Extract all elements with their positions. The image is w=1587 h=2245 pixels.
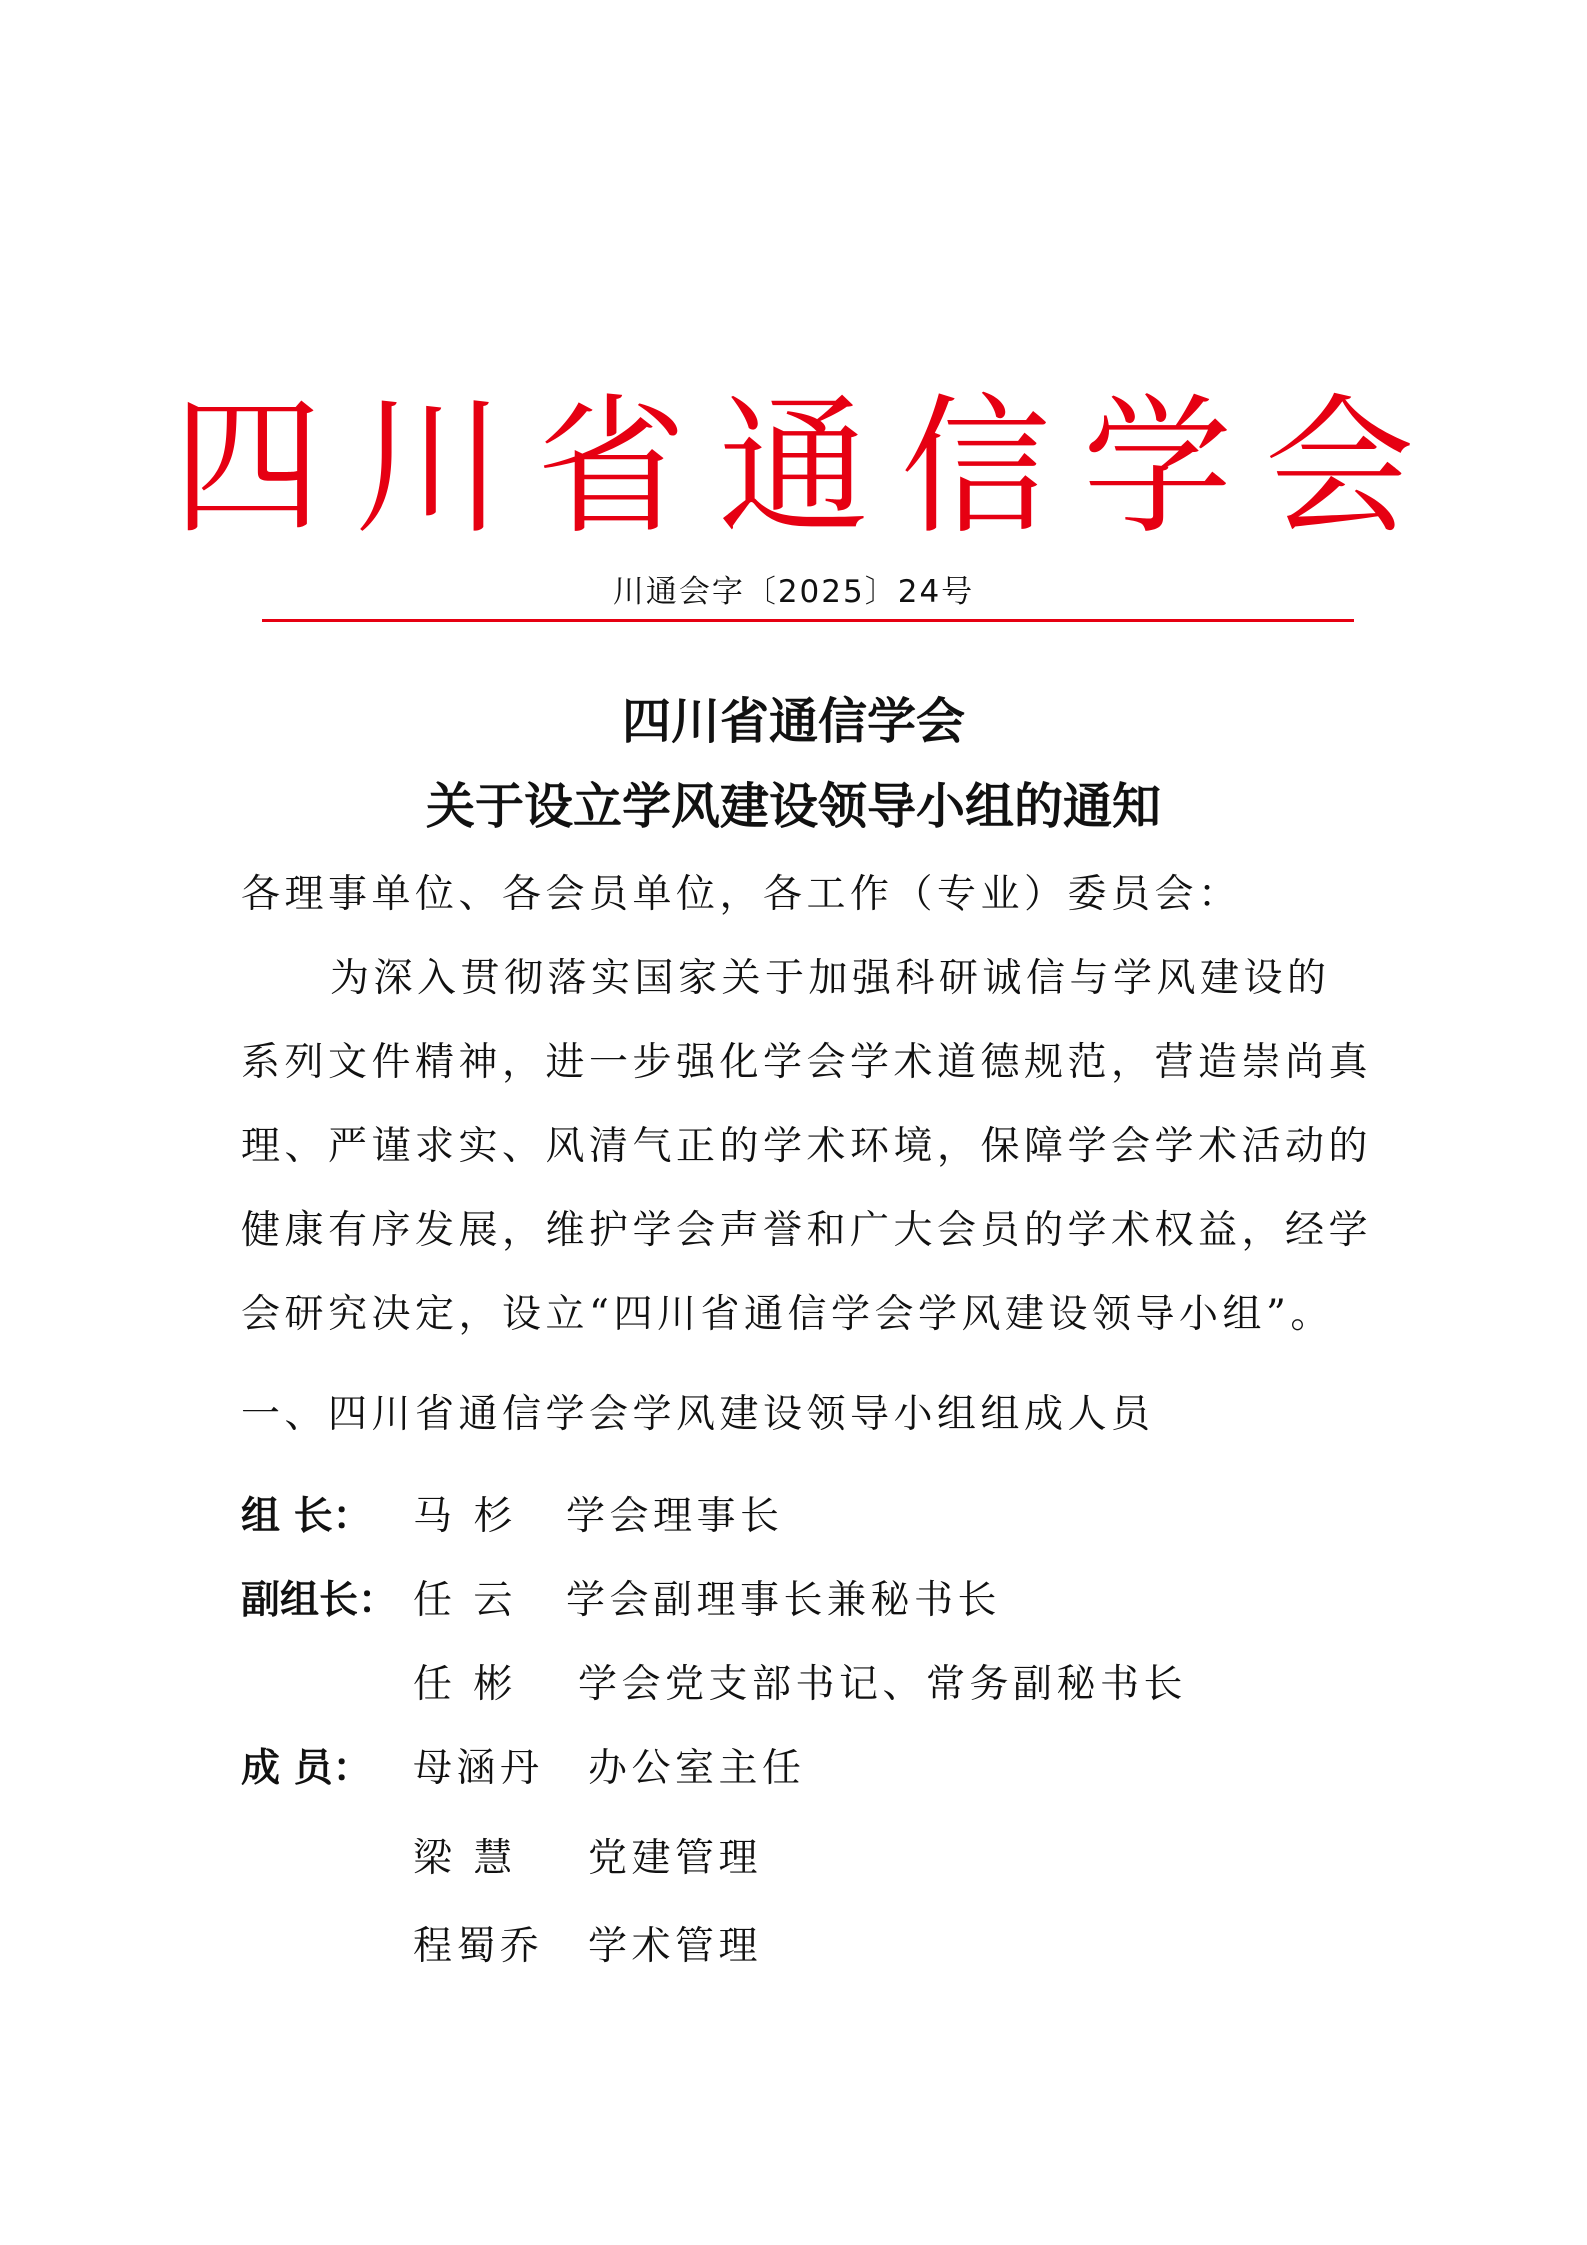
paragraph-line: 系列文件精神，进一步强化学会学术道德规范，营造崇尚真	[241, 1040, 1373, 1085]
member-title: 党建管理	[588, 1836, 763, 1881]
section-heading: 一、四川省通信学会学风建设领导小组组成人员	[241, 1392, 1155, 1437]
member-name: 任 云	[413, 1578, 517, 1623]
paragraph-line: 理、严谨求实、风清气正的学术环境，保障学会学术活动的	[241, 1124, 1373, 1169]
letterhead-divider	[262, 619, 1354, 622]
document-title-line-2: 关于设立学风建设领导小组的通知	[425, 778, 1161, 835]
member-name: 程蜀乔	[413, 1924, 544, 1969]
document-title-line-1: 四川省通信学会	[621, 693, 965, 750]
document-number: 川通会字〔2025〕24号	[612, 574, 975, 610]
member-name: 母涵丹	[413, 1746, 544, 1791]
member-name: 任 彬	[413, 1662, 517, 1707]
member-title: 办公室主任	[588, 1746, 806, 1791]
member-title: 学会党支部书记、常务副秘书长	[578, 1662, 1188, 1707]
salutation: 各理事单位、各会员单位，各工作（专业）委员会：	[241, 872, 1242, 917]
role-label-leader: 组 长：	[241, 1494, 372, 1539]
member-name: 马 杉	[413, 1494, 517, 1539]
member-title: 学会副理事长兼秘书长	[566, 1578, 1002, 1623]
role-label-members: 成 员：	[241, 1746, 372, 1791]
member-name: 梁 慧	[413, 1836, 517, 1881]
member-title: 学术管理	[588, 1924, 763, 1969]
letterhead-org-name: 四川省通信学会	[172, 381, 1447, 555]
member-title: 学会理事长	[566, 1494, 784, 1539]
paragraph-line: 健康有序发展，维护学会声誉和广大会员的学术权益，经学	[241, 1208, 1373, 1253]
paragraph-line: 会研究决定，设立“四川省通信学会学风建设领导小组”。	[241, 1292, 1334, 1337]
paragraph-line: 为深入贯彻落实国家关于加强科研诚信与学风建设的	[330, 956, 1331, 1001]
role-label-deputy: 副组长：	[241, 1578, 398, 1623]
